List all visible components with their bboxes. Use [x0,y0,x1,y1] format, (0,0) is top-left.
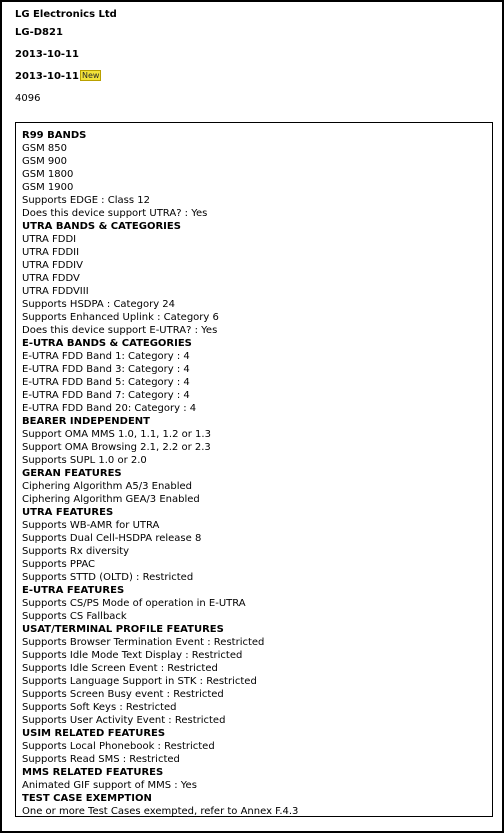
date-first: 2013-10-11 [15,49,79,60]
section-heading: E-UTRA BANDS & CATEGORIES [22,338,192,349]
section-heading: R99 BANDS [22,130,87,141]
capability-item: Supports User Activity Event : Restricted [22,715,226,726]
manufacturer-name: LG Electronics Ltd [15,9,117,20]
capability-item: Animated GIF support of MMS : Yes [22,780,197,791]
capability-item: Supports HSDPA : Category 24 [22,299,176,310]
capability-item: Supports CS/PS Mode of operation in E-UTRA [22,598,246,609]
capability-item: Supports Idle Mode Text Display : Restricted [22,650,243,661]
capability-item: Supports PPAC [22,559,95,570]
capability-item: UTRA FDDVIII [22,286,89,297]
capability-item: GSM 1900 [22,182,74,193]
new-badge: New [81,71,100,80]
date-second-row [15,70,101,83]
capability-item: Supports CS Fallback [22,611,127,622]
number-value: 4096 [15,93,41,104]
capability-item: Ciphering Algorithm A5/3 Enabled [22,481,193,492]
capability-item: Supports Read SMS : Restricted [22,754,180,765]
section-heading: MMS RELATED FEATURES [22,767,164,778]
section-heading: UTRA BANDS & CATEGORIES [22,221,181,232]
capability-item: Supports Enhanced Uplink : Category 6 [22,312,219,323]
capability-item: Does this device support UTRA? : Yes [22,208,208,219]
section-heading: UTRA FEATURES [22,507,114,518]
capability-item: Supports Local Phonebook : Restricted [22,741,215,752]
capability-item: E-UTRA FDD Band 1: Category : 4 [22,351,190,362]
section-heading: BEARER INDEPENDENT [22,416,150,427]
capability-item: Supports WB-AMR for UTRA [22,520,160,531]
section-heading: USAT/TERMINAL PROFILE FEATURES [22,624,224,635]
capability-item: UTRA FDDIV [22,260,83,271]
capability-item: E-UTRA FDD Band 3: Category : 4 [22,364,190,375]
capability-item: Supports Rx diversity [22,546,130,557]
capability-item: Supports SUPL 1.0 or 2.0 [22,455,147,466]
capability-item: Supports Browser Termination Event : Restricted [22,637,265,648]
capability-item: UTRA FDDI [22,234,77,245]
capability-item: Supports Screen Busy event : Restricted [22,689,224,700]
date-second: 2013-10-11 [15,71,79,82]
capability-item: One or more Test Cases exempted, refer to Annex F.4.3 [22,806,299,817]
capability-item: Supports Soft Keys : Restricted [22,702,177,713]
capability-item: Supports EDGE : Class 12 [22,195,150,206]
capability-item: Supports Language Support in STK : Restricted [22,676,257,687]
capability-item: Support OMA Browsing 2.1, 2.2 or 2.3 [22,442,211,453]
capability-item: Supports Dual Cell-HSDPA release 8 [22,533,202,544]
capability-item: E-UTRA FDD Band 7: Category : 4 [22,390,190,401]
capability-item: GSM 850 [22,143,67,154]
section-heading: TEST CASE EXEMPTION [22,793,152,804]
capability-item: UTRA FDDV [22,273,80,284]
section-heading: USIM RELATED FEATURES [22,728,166,739]
capability-item: GSM 1800 [22,169,74,180]
capability-item: GSM 900 [22,156,67,167]
capability-item: Support OMA MMS 1.0, 1.1, 1.2 or 1.3 [22,429,211,440]
capability-item: E-UTRA FDD Band 20: Category : 4 [22,403,197,414]
section-heading: E-UTRA FEATURES [22,585,125,596]
section-heading: GERAN FEATURES [22,468,122,479]
capabilities-box [15,122,493,817]
capability-item: Does this device support E-UTRA? : Yes [22,325,218,336]
capability-item: Supports Idle Screen Event : Restricted [22,663,218,674]
capability-item: Ciphering Algorithm GEA/3 Enabled [22,494,200,505]
capability-item: UTRA FDDII [22,247,80,258]
model-name: LG-D821 [15,27,63,38]
capability-item: Supports STTD (OLTD) : Restricted [22,572,194,583]
capability-item: E-UTRA FDD Band 5: Category : 4 [22,377,190,388]
